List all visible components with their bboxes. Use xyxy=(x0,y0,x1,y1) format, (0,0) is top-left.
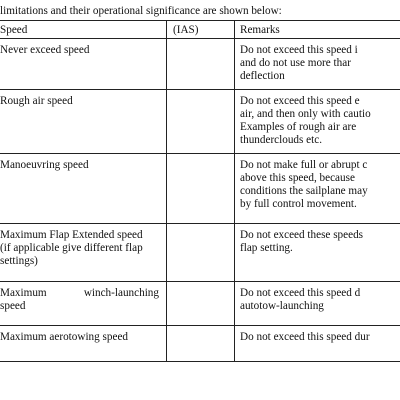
speed-text: Manoeuvring speed xyxy=(0,159,89,171)
remarks-text: by full control movement. xyxy=(240,198,357,210)
header-remarks: Remarks xyxy=(235,21,400,39)
header-speed: Speed xyxy=(0,21,167,39)
speed-cell xyxy=(0,154,167,224)
remarks-text: Examples of rough air are xyxy=(240,121,357,133)
speed-cell xyxy=(0,224,167,282)
remarks-text: Do not exceed these speeds xyxy=(240,229,364,241)
remarks-text: flap setting. xyxy=(240,242,293,254)
speed-text: Never exceed speed xyxy=(0,44,90,56)
remarks-text: Do not exceed this speed dur xyxy=(240,331,370,343)
ias-cell xyxy=(167,39,235,90)
speed-cell xyxy=(0,326,167,362)
remarks-text: conditions the sailplane may xyxy=(240,185,368,197)
speed-text-justified xyxy=(0,287,161,300)
speed-limitations-table xyxy=(0,20,400,362)
remarks-text: Do not exceed this speed e xyxy=(240,95,360,107)
remarks-text: above this speed, because xyxy=(240,172,355,184)
ias-cell xyxy=(167,326,235,362)
remarks-cell xyxy=(235,39,400,90)
ias-cell xyxy=(167,224,235,282)
remarks-cell xyxy=(235,224,400,282)
speed-text: Rough air speed xyxy=(0,95,73,107)
table-row xyxy=(0,224,400,282)
table-row xyxy=(0,282,400,326)
speed-text: Maximum aerotowing speed xyxy=(0,331,129,343)
remarks-text: deflection xyxy=(240,70,285,82)
remarks-text: Do not exceed this speed d xyxy=(240,287,361,299)
remarks-cell xyxy=(235,154,400,224)
speed-text: (if applicable give different flap xyxy=(0,242,143,254)
speed-cell xyxy=(0,39,167,90)
ias-cell xyxy=(167,154,235,224)
remarks-text: autotow-launching xyxy=(240,300,324,312)
speed-text: winch-launching xyxy=(83,287,159,299)
table-row xyxy=(0,90,400,154)
speed-text: Maximum xyxy=(0,287,47,299)
table-row xyxy=(0,39,400,90)
ias-cell xyxy=(167,282,235,326)
remarks-text: Do not exceed this speed i xyxy=(240,44,358,56)
speed-cell xyxy=(0,90,167,154)
header-ias: (IAS) xyxy=(167,21,235,39)
ias-cell xyxy=(167,90,235,154)
table-row xyxy=(0,154,400,224)
remarks-cell xyxy=(235,326,400,362)
intro-text: limitations and their operational significance are shown below: xyxy=(0,5,282,17)
remarks-text: thunderclouds etc. xyxy=(240,134,323,146)
speed-text: settings) xyxy=(0,255,38,267)
speed-text: Maximum Flap Extended speed xyxy=(0,229,143,241)
speed-text: speed xyxy=(0,300,26,312)
table-row xyxy=(0,326,400,362)
speed-cell xyxy=(0,282,167,326)
remarks-cell xyxy=(235,282,400,326)
remarks-cell xyxy=(235,90,400,154)
remarks-text: Do not make full or abrupt c xyxy=(240,159,368,171)
remarks-text: and do not use more thar xyxy=(240,57,351,69)
table-header-row xyxy=(0,21,400,39)
remarks-text: air, and then only with cautio xyxy=(240,108,371,120)
